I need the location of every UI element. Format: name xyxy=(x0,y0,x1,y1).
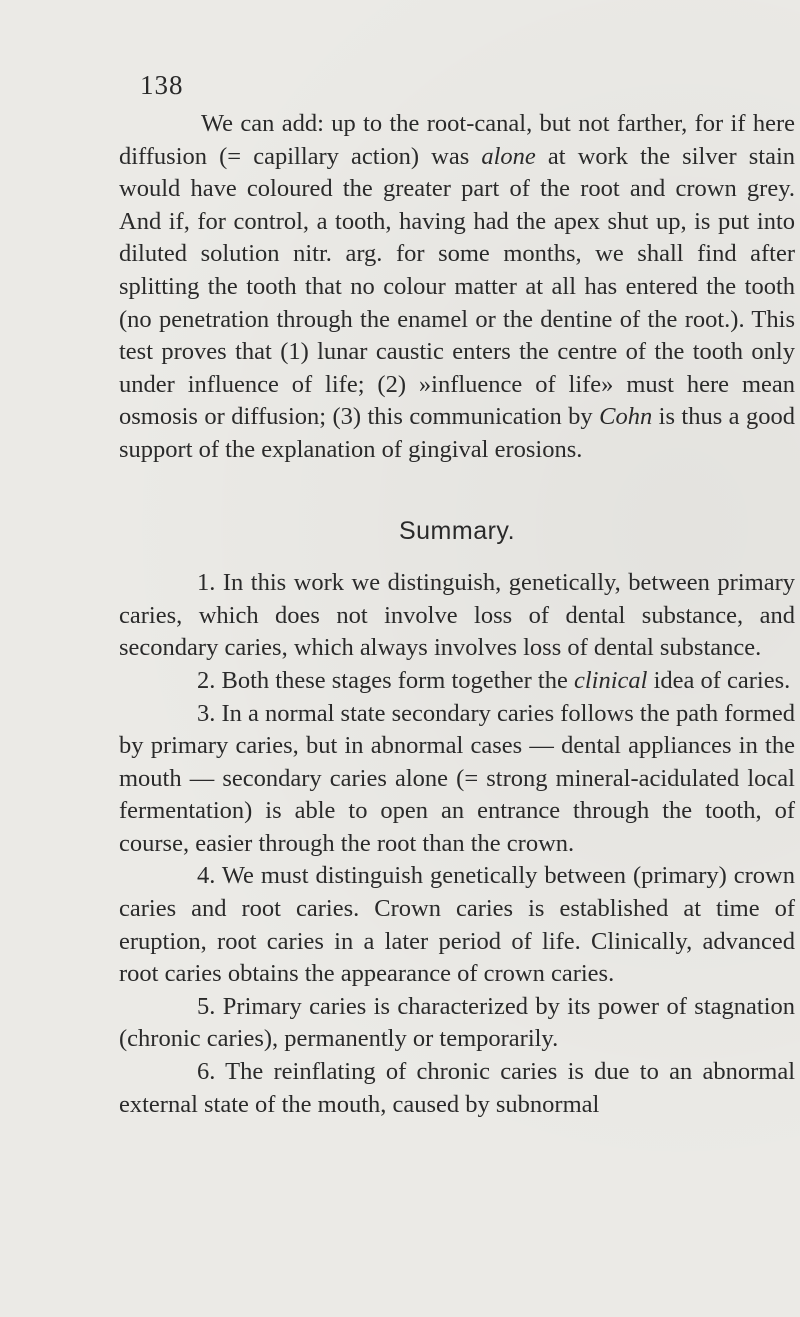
summary-heading: Summary. xyxy=(398,516,516,545)
summary-item-4: 4. We must distinguish genetically between (primary) crown caries and root caries. Crown caries is established at time of eruption, root caries in a later period of life. Clinically, advanced root caries obtains the appearance of crown caries. xyxy=(119,862,795,988)
intro-emphasis-alone: alone xyxy=(481,142,536,170)
page-number: 138 xyxy=(140,70,184,100)
summary-item-6: 6. The reinflating of chronic caries is due to an abnormal external state of the mouth, caused by subnormal xyxy=(119,1058,795,1118)
intro-text-3: is thus a good support of the explanation of gingival erosions. xyxy=(119,403,795,463)
intro-text-1: We can add: up to the root-canal, but not farther, for if here diffusion (= capillary action) was xyxy=(119,110,795,170)
summary-item-2-text-b: idea of caries. xyxy=(647,666,791,694)
summary-item-2-emphasis: clinical xyxy=(573,666,648,694)
summary-item-5: 5. Primary caries is characterized by its power of stagnation (chronic caries), permanently or temporarily. xyxy=(119,992,795,1053)
body-text xyxy=(119,108,795,1121)
summary-item-2-text-a: 2. Both these stages form together the xyxy=(197,666,574,694)
intro-text-2: at work the silver stain would have coloured the greater part of the root and crown grey. And if, for control, a tooth, having had the apex shut up, is put into diluted solution nitr. arg. for some months, we shall find after splitting the tooth that no colour matter at all has entered the tooth (no penetration through the enamel or the dentine of the root.). This test proves that (1) lunar caustic enters the centre of the tooth only under influence of life; (2) »influence of life» must here mean osmosis or diffusion; (3) this communication by xyxy=(119,142,795,431)
summary-item-2 xyxy=(119,665,795,698)
intro-emphasis-cohn: Cohn xyxy=(599,403,653,431)
intro-paragraph xyxy=(119,108,795,467)
summary-item-1: 1. In this work we distinguish, genetically, between primary caries, which does not involve loss of dental substance, and secondary caries, which always involves loss of dental substance. xyxy=(119,569,795,662)
summary-item-3: 3. In a normal state secondary caries follows the path formed by primary caries, but in abnormal cases — dental appliances in the mouth — secondary caries alone (= strong mineral-acidulated local fermentation) is able to open an entrance through the tooth, of course, easier through the root than the crown. xyxy=(119,699,796,857)
